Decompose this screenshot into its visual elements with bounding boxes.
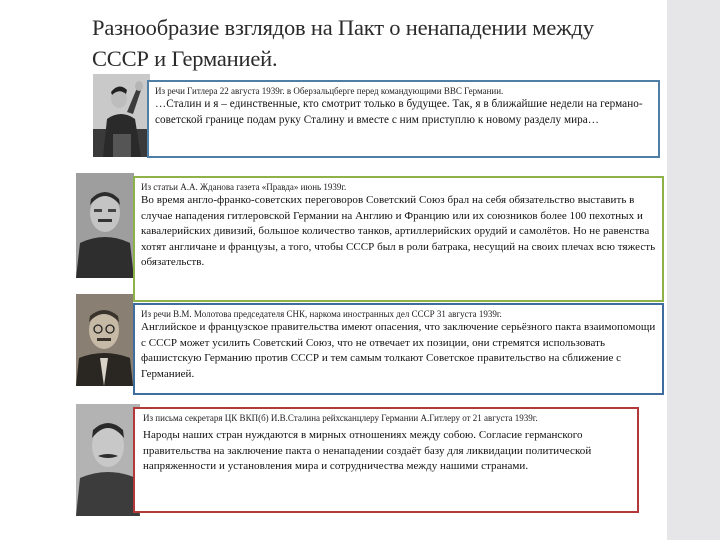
quote-source: Из статьи А.А. Жданова газета «Правда» июнь 1939г. <box>141 182 347 192</box>
page-title: Разнообразие взглядов на Пакт о ненападении между СССР и Германией. <box>92 15 594 71</box>
molotov-quote-box <box>133 303 664 395</box>
hitler-speech-photo <box>93 74 150 157</box>
quote-source: Из письма секретаря ЦК ВКП(б) И.В.Сталина рейхсканцлеру Германии А.Гитлеру от 21 августа 1939г. <box>143 413 538 423</box>
right-decorative-band <box>667 0 720 540</box>
quote-source: Из речи В.М. Молотова председателя СНК, наркома иностранных дел СССР 31 августа 1939г. <box>141 309 502 319</box>
stalin-quote-box <box>133 407 639 513</box>
quote-text: Английское и французское правительства имеют опасения, что заключение серьёзного пакта взаимопомощи с СССР может усилить Советский Союз, что не отвечает их позиции, они стремятся использовать фашистскую Германию против СССР и тем самым толкают Советское правительство на сближение с Германией. <box>141 321 656 380</box>
quote-text: …Сталин и я – единственные, кто смотрит только в будущее. Так, я в ближайшие недели на германо-советской границе подам руку Сталину и вместе с ним приступлю к новому разделу мира… <box>155 98 643 126</box>
zhdanov-photo <box>76 173 134 278</box>
stalin-photo <box>76 404 140 516</box>
zhdanov-quote-box <box>133 176 664 302</box>
hitler-quote-box <box>147 80 660 158</box>
quote-text: Во время англо-франко-советских переговоров Советский Союз брал на себя обязательство выставить в случае нападения гитлеровской Германии на Англию и Францию или их союзников более 100 пехотных и кавалерийских дивизий, большое количество танков, артиллерийских орудий и самолётов. Но не равенства хотят англичане и французы, а того, чтобы СССР был в роли батрака, несущий на своих плечах всю тяжесть обязательств. <box>141 194 656 269</box>
quote-source: Из речи Гитлера 22 августа 1939г. в Оберзальцберге перед командующими ВВС Германии. <box>155 86 504 96</box>
quote-text: Народы наших стран нуждаются в мирных отношениях между собою. Согласие германского правительства на заключение пакта о ненападении создаёт базу для ликвидации политической напряженности и установления мира и сотрудничества между нашими странами. <box>143 429 592 473</box>
molotov-photo <box>76 294 133 386</box>
